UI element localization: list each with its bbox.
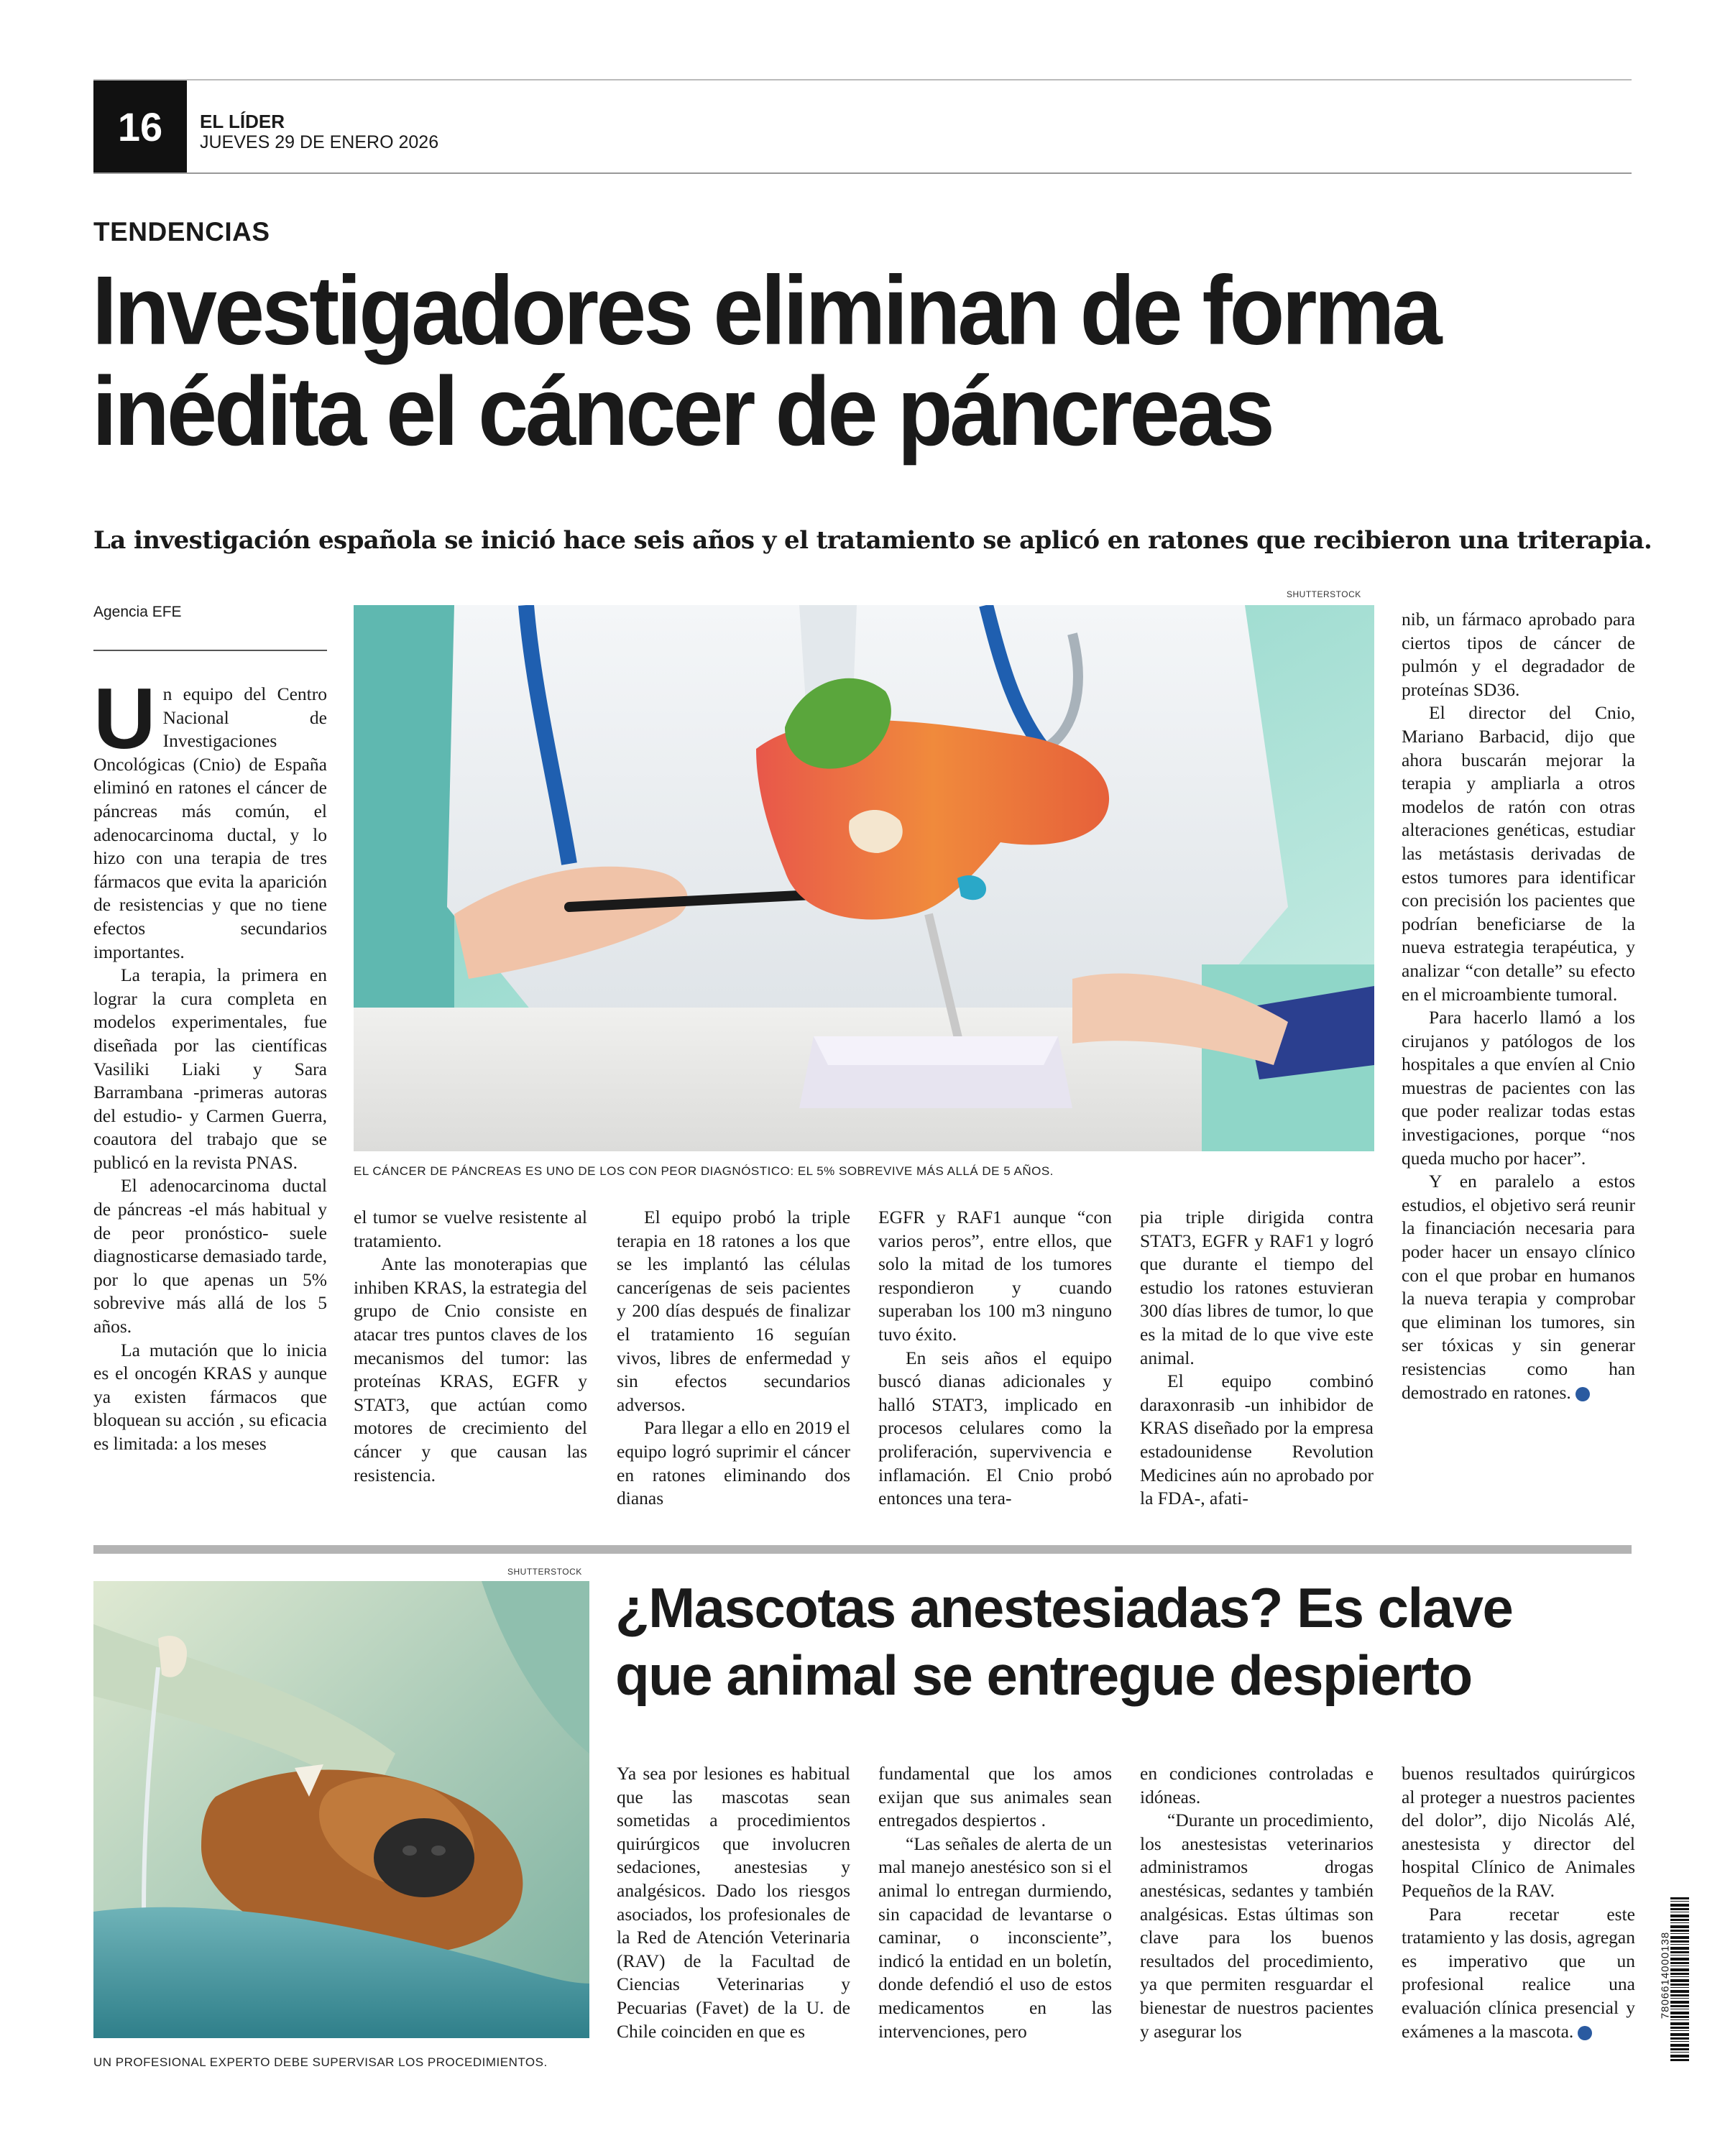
article1-column-6 (1402, 608, 1635, 1404)
headline-line-1: Investigadores eliminan de forma (92, 255, 1440, 365)
article-separator (93, 1545, 1632, 1554)
article1-column-3 (617, 1206, 850, 1511)
section-label: TENDENCIAS (93, 217, 270, 247)
drop-cap: U (93, 671, 156, 767)
end-mark-icon: ✪ (1578, 2026, 1592, 2040)
publication-name: EL LÍDER (200, 111, 285, 132)
header-bar (93, 79, 1632, 174)
photo-credit: SHUTTERSTOCK (1287, 589, 1361, 599)
photo-caption: EL CÁNCER DE PÁNCREAS ES UNO DE LOS CON PEOR DIAGNÓSTICO: EL 5% SOBREVIVE MÁS ALLÁ DE 5 AÑOS. (354, 1164, 1054, 1178)
byline: Agencia EFE (93, 604, 182, 620)
paragraph: n equipo del Centro Nacional de Investigaciones Oncológicas (Cnio) de España eliminó en ratones el cáncer de páncreas más común, el adenocarcinoma ductal, y lo hizo con una terapia de tres fármacos que evita la aparición de resistencias y que no tiene efectos secundarios importantes. (93, 683, 327, 962)
paragraph: fundamental que los amos exijan que sus animales sean entregados despiertos . (878, 1763, 1112, 1831)
main-photo (354, 605, 1374, 1151)
paragraph: EGFR y RAF1 aunque “con varios peros”, entre ellos, que solo la mitad de los tumores respondieron y cuando superaban los 100 m3 ninguno tuvo éxito. (878, 1207, 1112, 1345)
pancreas-model-illustration (354, 605, 1374, 1151)
paragraph: Ya sea por lesiones es habitual que las mascotas sean sometidas a procedimientos quirúrgicos que involucren sedaciones, anestesias y analgésicos. Dado los riesgos asociados, los profesionales de la Red de Atención Veterinaria (RAV) de la Facultad de Ciencias Veterinarias y Pecuarias (Favet) de la U. de Chile coinciden en que es (617, 1763, 850, 2042)
article1-column-4 (878, 1206, 1112, 1511)
paragraph: en condiciones controladas e idóneas. (1140, 1763, 1374, 1807)
headline (92, 255, 1644, 466)
paragraph: Ante las monoterapias que inhiben KRAS, la estrategia del grupo de Cnio consiste en atacar tres puntos claves de los mecanismos del tumor: las proteínas KRAS, EGFR y STAT3, que actúan como motores de crecimiento del cáncer y que causan las resistencia. (354, 1253, 587, 1485)
paragraph: nib, un fármaco aprobado para ciertos tipos de cáncer de pulmón y el degradador de proteínas SD36. (1402, 609, 1635, 700)
deck: La investigación española se inició hace seis años y el tratamiento se aplicó en ratones que recibieron una triterapia. (93, 526, 1652, 555)
paragraph: El adenocarcinoma ductal de páncreas -el más habitual y de peor pronóstico- suele diagnosticarse demasiado tarde, por lo que apenas un 5% sobrevive más allá de los 5 años. (93, 1175, 328, 1337)
paragraph: La terapia, la primera en lograr la cura completa en modelos experimentales, fue diseñada por las científicas Vasiliki Liaki y Sara Barrambana -primeras autoras del estudio- y Carmen Guerra, coautora del trabajo que se publicó en la revista PNAS. (93, 964, 327, 1173)
article2-column-4 (1402, 1762, 1635, 2043)
barcode (1653, 1897, 1690, 2063)
headline-2-line-2: que animal se entregue despierto (615, 1644, 1472, 1707)
paragraph: El equipo combinó daraxonrasib -un inhibidor de KRAS diseñado por la empresa estadounidense Revolution Medicines aún no aprobado por la FDA-, afati- (1140, 1370, 1374, 1509)
article2-column-1 (617, 1762, 850, 2043)
article1-column-2 (354, 1206, 587, 1487)
headline-2-line-1: ¿Mascotas anestesiadas? Es clave (615, 1576, 1513, 1639)
paragraph: El director del Cnio, Mariano Barbacid, dijo que ahora buscarán mejorar la terapia y ampliarla a otros modelos de ratón con otras alteraciones genéticas, estudiar las metástasis derivadas de estos tumores para identificar con precisión los pacientes que podrían beneficiarse de la nueva estrategia terapéutica, y analizar “con detalle” su efecto en el microambiente tumoral. (1402, 702, 1635, 1005)
sedated-dog-illustration (93, 1581, 589, 2038)
paragraph: Y en paralelo a estos estudios, el objetivo será reunir la financiación necesaria para poder hacer un ensayo clínico con el que probar en humanos la nueva terapia y comprobar que eliminan los tumores, sin ser tóxicas y sin generar resistencias como han demostrado en ratones. (1402, 1171, 1635, 1403)
paragraph: Para hacerlo llamó a los cirujanos y patólogos de los hospitales a que envíen al Cnio muestras de pacientes con las que poder realizar todas estas investigaciones, porque “nos queda mucho por hacer”. (1402, 1007, 1635, 1169)
paragraph: pia triple dirigida contra STAT3, EGFR y RAF1 y logró que durante el tiempo del estudio los ratones estuvieran 300 días libres de tumor, lo que es la mitad de lo que vive este animal. (1140, 1207, 1374, 1368)
paragraph: “Durante un procedimiento, los anestesistas veterinarios administramos drogas anestésicas, sedantes y también analgésicas. Estas últimas son clave para los buenos resultados del procedimiento, ya que permiten resguardar el bienestar de nuestros pacientes y asegurar los (1140, 1810, 1374, 2042)
photo-credit-2: SHUTTERSTOCK (507, 1567, 582, 1577)
paragraph: el tumor se vuelve resistente al tratamiento. (354, 1207, 587, 1251)
photo-caption-2: UN PROFESIONAL EXPERTO DEBE SUPERVISAR LOS PROCEDIMIENTOS. (93, 2055, 548, 2069)
byline-rule (93, 650, 327, 651)
issue-date: JUEVES 29 DE ENERO 2026 (200, 132, 439, 152)
end-mark-icon: ✪ (1576, 1387, 1590, 1401)
barcode-bars (1670, 1897, 1689, 2063)
paragraph: El equipo probó la triple terapia en 18 ratones a los que se les implantó las células cancerígenas de seis pacientes y 200 días después de finalizar el tratamiento 16 seguían vivos, libres de enfermedad y sin efectos secundarios adversos. (617, 1207, 850, 1415)
article1-column-5 (1140, 1206, 1374, 1511)
article2-column-3 (1140, 1762, 1374, 2043)
article1-column-1 (93, 671, 328, 1456)
paragraph: Para llegar a ello en 2019 el equipo logró suprimir el cáncer en ratones eliminando dos dianas (617, 1417, 850, 1509)
paragraph: buenos resultados quirúrgicos al proteger a nuestros pacientes del dolor”, dijo Nicolás Alé, anestesista y director del hospital Clínico de Animales Pequeños de la RAV. (1402, 1763, 1635, 1901)
paragraph: Para recetar este tratamiento y las dosis, agregan es imperativo que un profesional realice una evaluación clínica presencial y exámenes a la mascota. (1402, 1903, 1635, 2042)
headline-2 (615, 1574, 1636, 1709)
paragraph: En seis años el equipo buscó dianas adicionales y halló STAT3, implicado en procesos celulares como la proliferación, supervivencia e inflamación. El Cnio probó entonces una tera- (878, 1347, 1112, 1509)
headline-line-2: inédita el cáncer de páncreas (92, 356, 1272, 466)
barcode-number: 7806614000138 (1659, 1931, 1672, 2019)
paragraph: La mutación que lo inicia es el oncogén KRAS y aunque ya existen fármacos que bloquean su acción , su eficacia es limitada: a los meses (93, 1339, 327, 1454)
article2-column-2 (878, 1762, 1112, 2043)
paragraph: “Las señales de alerta de un mal manejo anestésico son si el animal lo entregan durmiendo, sin capacidad de levantarse o caminar, o inconsciente”, indicó la entidad en un boletín, donde defendió el uso de estos medicamentos en las intervenciones, pero (878, 1833, 1112, 2042)
pet-photo (93, 1581, 589, 2038)
page-number: 16 (93, 80, 187, 174)
